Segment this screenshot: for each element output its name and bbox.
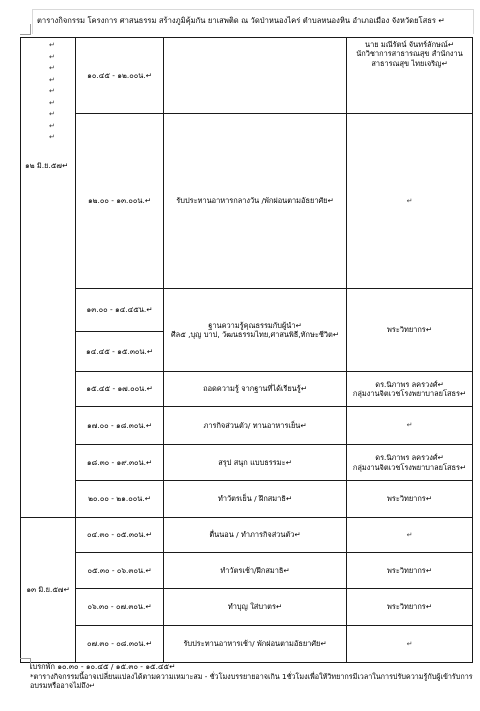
time-cell: ๑๘.๓๐ - ๑๙.๓๐น.↵ [76,445,164,481]
speaker-cell: ↵ [347,114,473,289]
crop-mark-top [20,24,31,35]
speaker-cell: ดร.นิภาพร ลครวงศ์↵ กลุ่มงานจิตเวชโรงพยาบาลยโสธร↵ [347,445,473,481]
speaker-cell: ↵ [347,407,473,445]
time-cell: ๑๐.๔๕ - ๑๒.๐๐น.↵ [76,38,164,114]
time-cell: ๐๕.๓๐ - ๐๖.๓๐น.↵ [76,553,164,589]
speaker-cell: ดร.นิภาพร ลครวงศ์↵ กลุ่มงานจิตเวชโรงพยาบาลยโสธร↵ [347,372,473,407]
return-marks: ↵ ↵ ↵ ↵ ↵ ↵ ↵ ↵ ↵ [49,41,55,141]
activity-cell: ทำวัตรเย็น / ฝึกสมาธิ↵ [164,481,347,518]
schedule-disclaimer: *ตารางกิจกรรมนี้อาจเปลี่ยนแปลงได้ตามความเหมาะสม - ชั่วโมงบรรยายอาจเกิน 1ชั่วโมงเพื่อให้วิทยากรมีเวลาในการปรับความรู้กับผู้เข้ารับการอบรมหรืออาจไม่ถึง↵ [30,671,473,690]
activity-cell: ภารกิจส่วนตัว/ ทานอาหารเย็น↵ [164,407,347,445]
schedule-footer [30,662,475,690]
date-label: ๑๓ มิ.ย.๕๗↵ [26,585,70,595]
time-cell: ๐๔.๓๐ - ๐๕.๓๐น.↵ [76,518,164,553]
activity-cell: ทำบุญ ใส่บาตร↵ [164,589,347,626]
activity-cell: ทำวัตรเช้า/ฝึกสมาธิ↵ [164,553,347,589]
table-row [21,114,473,289]
time-cell: ๒๐.๐๐ - ๒๑.๐๐น.↵ [76,481,164,518]
speaker-cell: พระวิทยากร↵ [347,481,473,518]
schedule-header [32,9,474,34]
table-row [21,445,473,481]
time-cell: ๑๕.๔๕ - ๑๗.๐๐น.↵ [76,372,164,407]
table-row [21,407,473,445]
activity-cell [164,38,347,114]
speaker-cell: พระวิทยากร↵ [347,589,473,626]
time-cell: ๑๗.๐๐ - ๑๘.๓๐น.↵ [76,407,164,445]
date-cell-day2 [21,518,76,663]
speaker-cell: พระวิทยากร↵ [347,553,473,589]
time-cell: ๐๗.๓๐ - ๐๘.๓๐น.↵ [76,626,164,663]
activity-cell: รับประทานอาหารเช้า/ พักผ่อนตามอัธยาศัย↵ [164,626,347,663]
table-row [21,38,473,114]
table-row [21,626,473,663]
schedule-title: ตารางกิจกรรม โครงการ ศาสนธรรม สร้างภูมิคุ้มกัน ยาเสพติด ณ วัดป่าหนองไคร่ ตำบลหนองหิน อำเภอเมือง จังหวัดยโสธร ↵ [37,16,445,25]
table-row [21,518,473,553]
speaker-cell: นาย มณีรัตน์ จันทร์ลักษณ์↵ นักวิชาการสาธารณสุข สำนักงาน สาธารณสุข ไทยเจริญ↵ [347,38,473,114]
time-cell: ๑๒.๐๐ - ๑๓.๐๐น.↵ [76,114,164,289]
activity-cell: สรุป สนุก แบบธรรมะ↵ [164,445,347,481]
table-row [21,289,473,332]
break-time-note: เบรกพัก ๑๐.๓๐ - ๑๐.๔๕ / ๑๕.๓๐ - ๑๕.๔๕↵ [30,662,176,671]
table-row [21,589,473,626]
activity-cell: ตื่นนอน / ทำภารกิจส่วนตัว↵ [164,518,347,553]
activity-cell: รับประทานอาหารกลางวัน /พักผ่อนตามอัธยาศัย↵ [164,114,347,289]
time-cell: ๑๔.๔๕ - ๑๕.๓๐น.↵ [76,332,164,372]
time-cell: ๐๖.๓๐ - ๐๗.๓๐น.↵ [76,589,164,626]
date-label: ๑๒ มิ.ย.๕๗↵ [25,161,69,170]
date-cell-day1 [21,38,76,518]
speaker-cell-merged: พระวิทยากร↵ [347,289,473,372]
table-row [21,372,473,407]
speaker-cell: ↵ [347,518,473,553]
activity-cell-merged: ฐานความรู้คุณธรรมกับผู้นำ↵ ศีล๕ ,บุญ บาป, วัฒนธรรมไทย,ศาสนพิธี,ทักษะชีวิต↵ [164,289,347,372]
speaker-cell: ↵ [347,626,473,663]
activity-cell: ถอดความรู้ จากฐานที่ได้เรียนรู้↵ [164,372,347,407]
schedule-table [20,37,473,663]
table-row [21,481,473,518]
table-row [21,553,473,589]
time-cell: ๑๓.๐๐ - ๑๔.๔๕น.↵ [76,289,164,332]
